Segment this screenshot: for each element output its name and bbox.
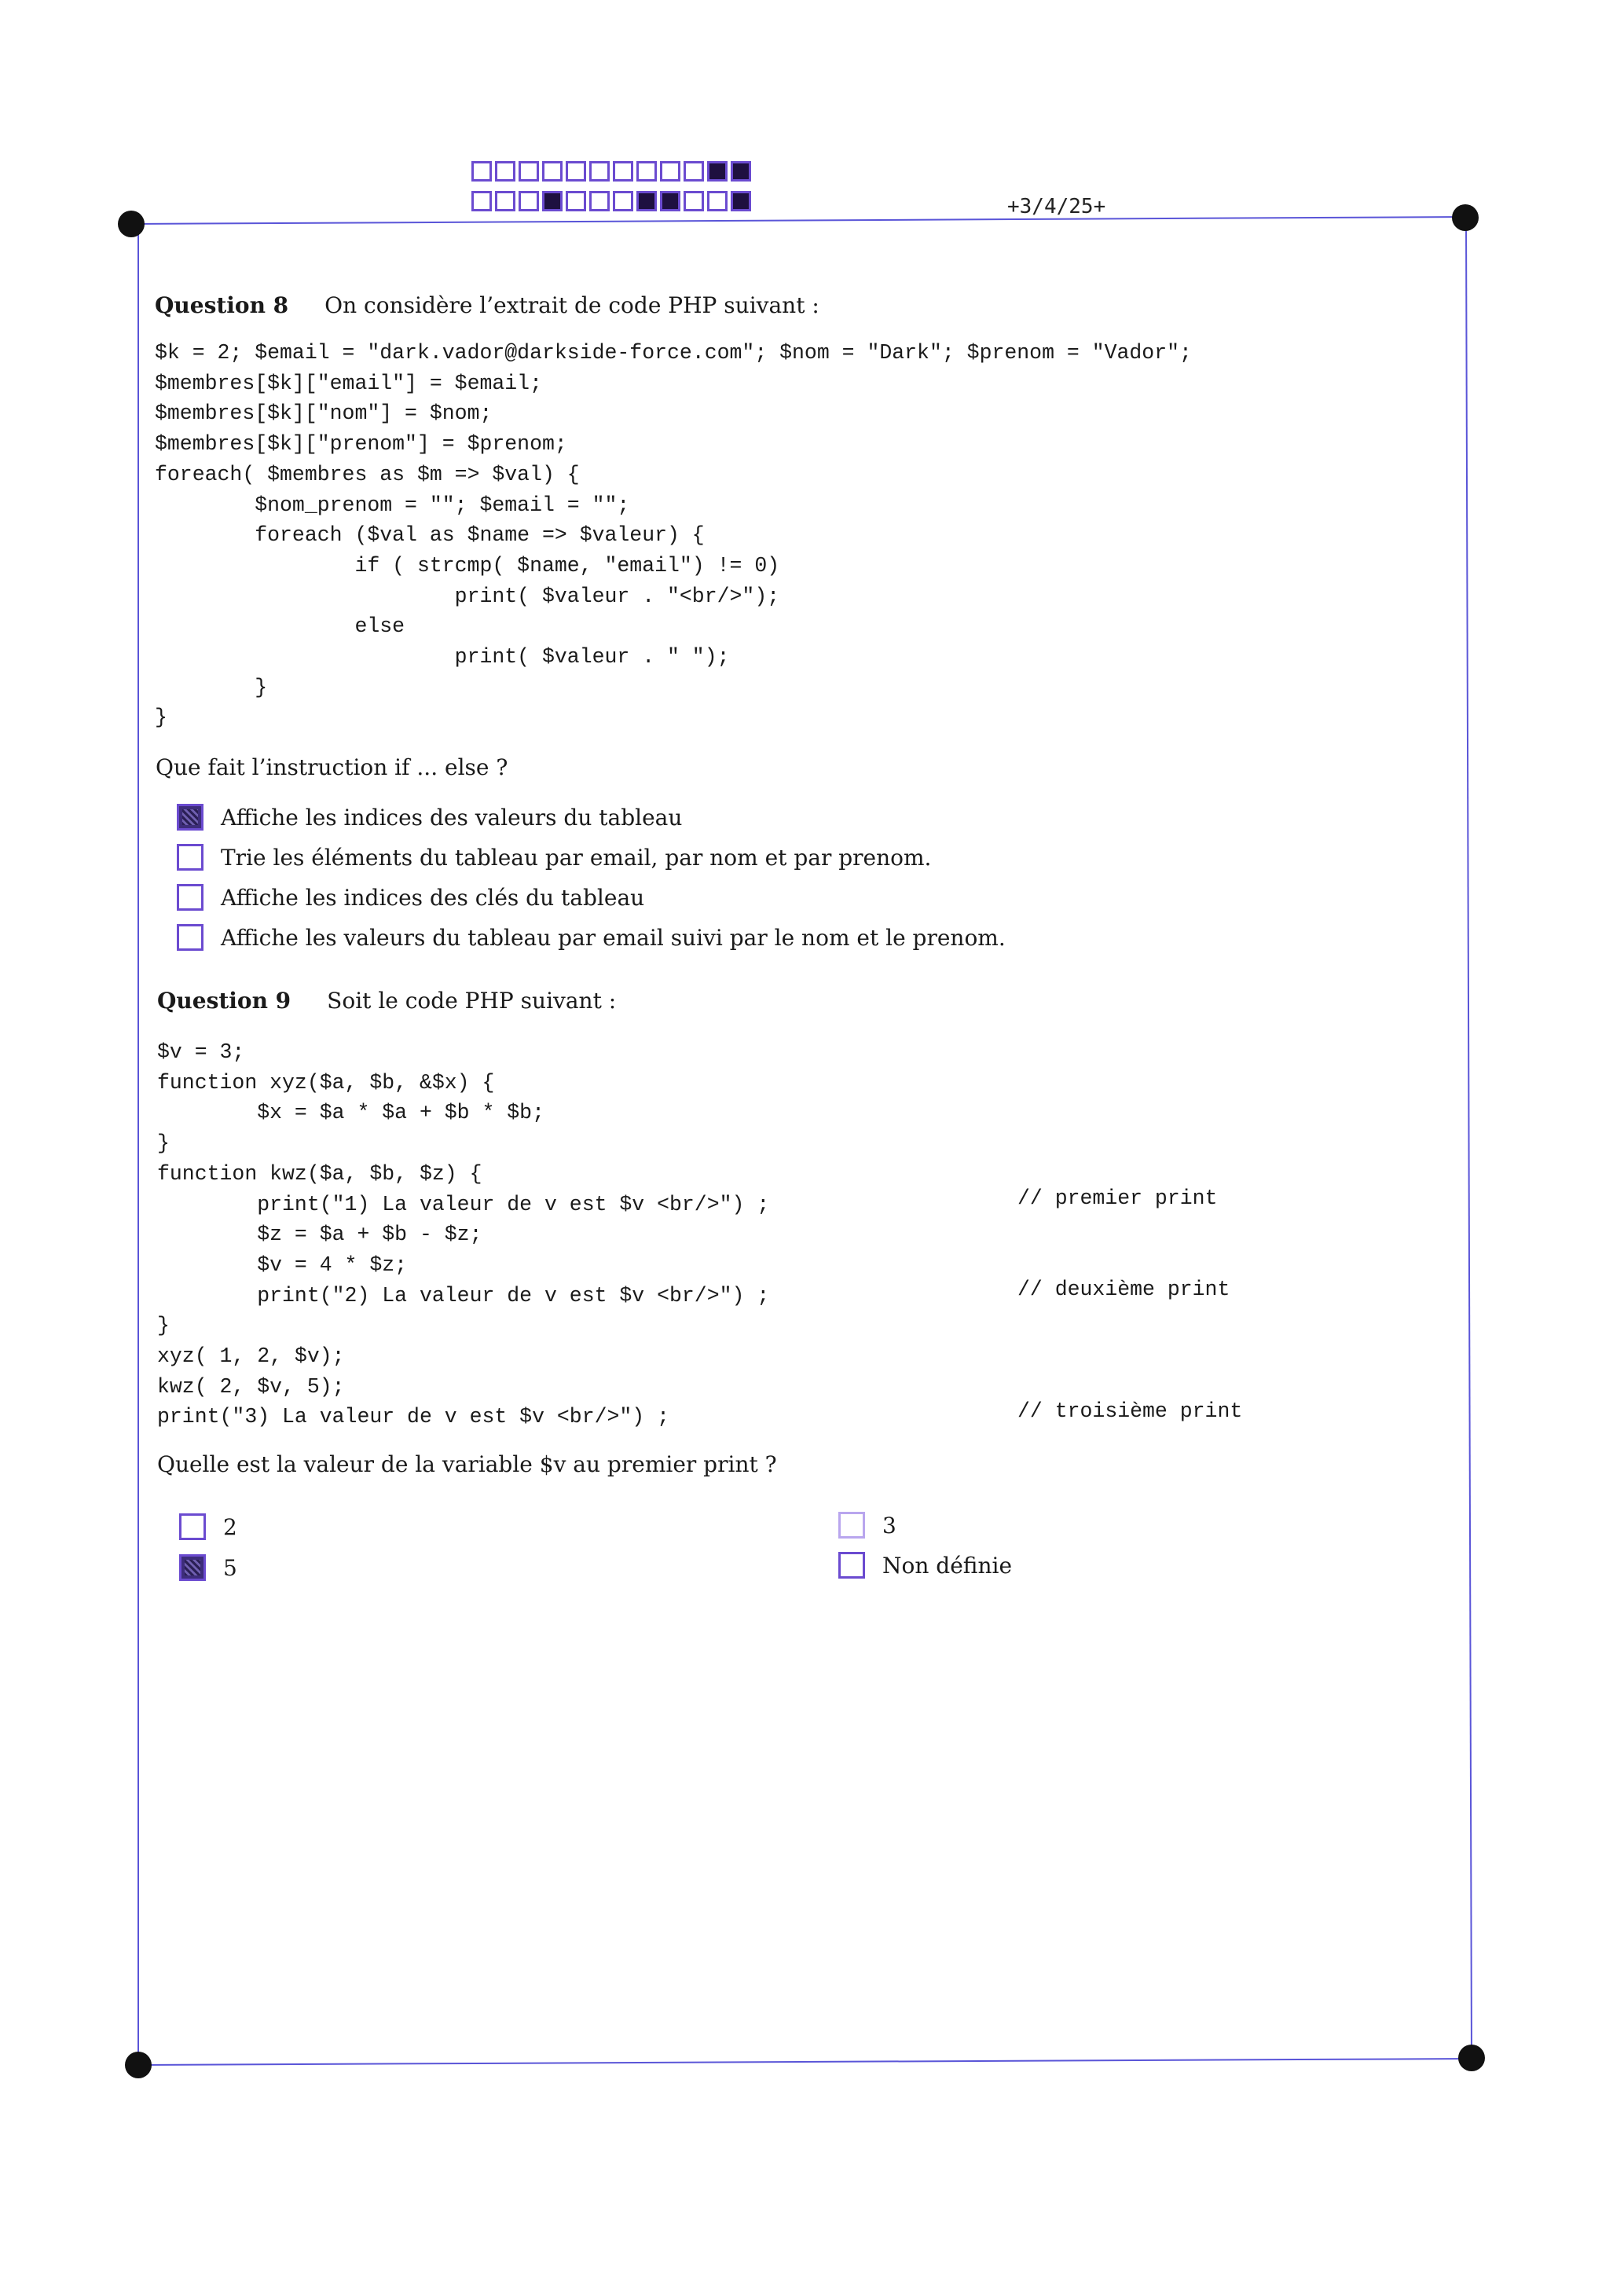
barcode-cell [519, 191, 539, 211]
code-line: print("3) La valeur de v est $v <br/>") ; [157, 1405, 670, 1429]
question-8-code [155, 338, 1192, 733]
checkbox[interactable] [177, 924, 203, 951]
code-line: } [157, 1131, 170, 1156]
comment-deuxieme-print: // deuxième print [1017, 1278, 1230, 1301]
checkbox[interactable] [179, 1554, 206, 1581]
question-9-title [157, 988, 616, 1014]
checkbox[interactable] [179, 1513, 206, 1540]
code-line: print( $valeur . "<br/>"); [155, 584, 780, 608]
choice-label: Affiche les indices des valeurs du tableau [221, 804, 683, 831]
corner-mark-top-left [118, 211, 145, 237]
code-line: } [157, 1314, 170, 1338]
code-line: $v = 4 * $z; [157, 1253, 408, 1277]
code-line: kwz( 2, $v, 5); [157, 1374, 345, 1399]
question-9-code [157, 1037, 769, 1432]
corner-mark-bottom-right [1458, 2045, 1485, 2071]
choice-label: Non définie [882, 1552, 1013, 1579]
question-9-choice-2[interactable] [179, 1513, 237, 1540]
code-line: foreach ($val as $name => $valeur) { [155, 523, 705, 548]
code-line: if ( strcmp( $name, "email") != 0) [155, 553, 780, 578]
checkbox[interactable] [177, 804, 203, 831]
question-9-choice-3[interactable] [838, 1512, 896, 1539]
code-line: function xyz($a, $b, &$x) { [157, 1070, 495, 1095]
code-line: print("2) La valeur de v est $v <br/>") ; [157, 1283, 770, 1308]
question-8-prompt: Que fait l’instruction if ... else ? [156, 754, 508, 780]
question-8-number: Question 8 [155, 292, 289, 318]
barcode-cell [613, 161, 633, 182]
code-line: $k = 2; $email = "dark.vador@darkside-force.com"; $nom = "Dark"; $prenom = "Vador"; [155, 341, 1192, 365]
barcode-cell [684, 161, 704, 182]
checkbox[interactable] [838, 1512, 865, 1539]
code-line: else [155, 614, 405, 639]
barcode-cell [519, 161, 539, 182]
code-line: $membres[$k]["nom"] = $nom; [155, 402, 493, 426]
choice-label: 2 [223, 1513, 237, 1540]
checkbox[interactable] [177, 844, 203, 871]
barcode-cell [542, 191, 563, 211]
barcode-cell [471, 161, 492, 182]
code-line: $x = $a * $a + $b * $b; [157, 1101, 544, 1125]
barcode-cell [566, 161, 586, 182]
code-line: $membres[$k]["prenom"] = $prenom; [155, 432, 567, 457]
choice-label: Affiche les valeurs du tableau par email suivi par le nom et le prenom. [221, 924, 1006, 951]
question-8-title [155, 292, 819, 318]
corner-mark-bottom-left [125, 2052, 152, 2078]
question-8-choice-a[interactable] [177, 804, 682, 831]
code-line: xyz( 1, 2, $v); [157, 1344, 345, 1369]
barcode-cell [731, 161, 751, 182]
barcode-cell [660, 191, 680, 211]
question-8-intro: On considère l’extrait de code PHP suivant : [324, 292, 819, 318]
choice-label: Trie les éléments du tableau par email, par nom et par prenom. [221, 844, 932, 871]
question-8-choice-d[interactable] [177, 924, 1006, 951]
barcode-cell [566, 191, 586, 211]
barcode-cell [589, 161, 610, 182]
comment-troisieme-print: // troisième print [1017, 1399, 1243, 1423]
code-line: } [155, 675, 268, 699]
barcode-cell [495, 161, 515, 182]
question-9-choice-5[interactable] [179, 1554, 237, 1581]
code-line: $v = 3; [157, 1040, 245, 1064]
barcode-cell [589, 191, 610, 211]
barcode-row-bottom [471, 191, 754, 211]
code-line: function kwz($a, $b, $z) { [157, 1161, 482, 1186]
barcode-cell [636, 161, 657, 182]
barcode-cell [636, 191, 657, 211]
barcode-cell [660, 161, 680, 182]
barcode-row-top [471, 161, 754, 182]
choice-label: 5 [223, 1554, 237, 1581]
code-line: $z = $a + $b - $z; [157, 1223, 482, 1247]
barcode-cell [495, 191, 515, 211]
comment-premier-print: // premier print [1017, 1187, 1218, 1210]
barcode-cell [471, 191, 492, 211]
checkbox[interactable] [838, 1552, 865, 1579]
barcode-cell [684, 191, 704, 211]
code-line: foreach( $membres as $m => $val) { [155, 462, 580, 486]
barcode-cell [707, 161, 728, 182]
code-line: $membres[$k]["email"] = $email; [155, 371, 542, 395]
barcode-cell [731, 191, 751, 211]
choice-label: 3 [882, 1512, 896, 1539]
question-9-intro: Soit le code PHP suivant : [327, 988, 617, 1014]
question-9-prompt: Quelle est la valeur de la variable $v au premier print ? [157, 1451, 777, 1477]
barcode-cell [707, 191, 728, 211]
barcode-cell [613, 191, 633, 211]
barcode-cell [542, 161, 563, 182]
corner-mark-top-right [1452, 204, 1479, 231]
code-line: print( $valeur . " "); [155, 645, 730, 669]
checkbox[interactable] [177, 884, 203, 911]
question-9-number: Question 9 [157, 988, 291, 1014]
code-line: $nom_prenom = ""; $email = ""; [155, 493, 630, 517]
question-8-choice-c[interactable] [177, 884, 644, 911]
code-line: print("1) La valeur de v est $v <br/>") ; [157, 1192, 770, 1216]
question-8-choice-b[interactable] [177, 844, 931, 871]
question-9-choice-non-definie[interactable] [838, 1552, 1012, 1579]
code-line: } [155, 706, 167, 730]
page-id: +3/4/25+ [1007, 195, 1106, 218]
choice-label: Affiche les indices des clés du tableau [221, 884, 645, 911]
